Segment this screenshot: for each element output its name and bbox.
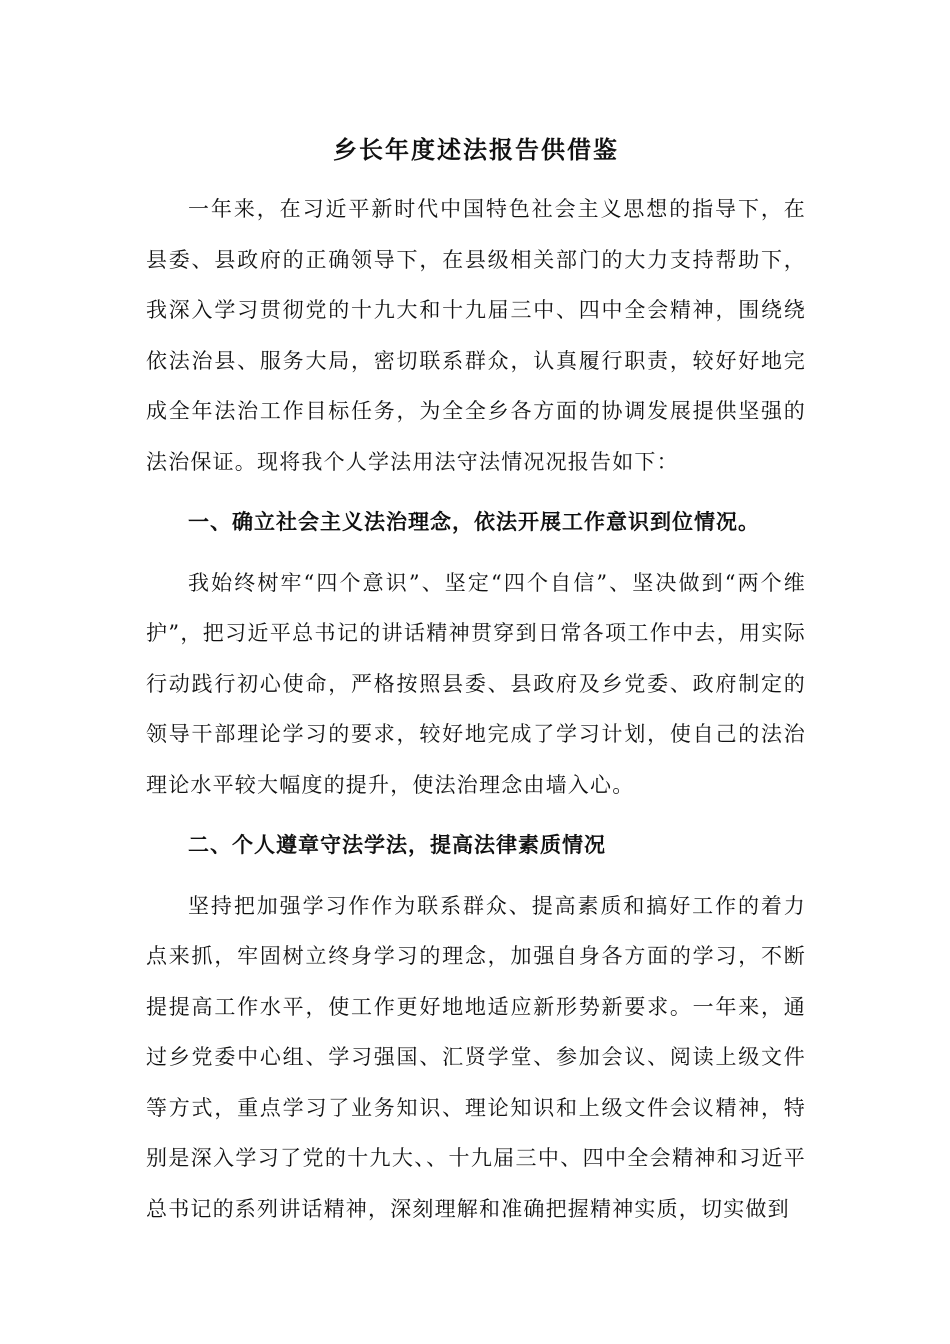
paragraph-section-2: 坚持把加强学习作作为联系群众、提高素质和搞好工作的着力点来抓，牢固树立终身学习的理念，加强自身各方面的学习，不断提提高工作水平，使工作更好地地适应新形势新要求。一年来，通过乡党委中心组、学习强国、汇贤学堂、参加会议、阅读上级文件等方式，重点学习了业务知识、理论知识和上级文件会议精神，特别是深入学习了党的十九大、、十九届三中、四中全会精神和习近平总书记的系列讲话精神，深刻理解和准确把握精神实质，切实做到 — [146, 893, 806, 1221]
section-heading-1: 一、确立社会主义法治理念，依法开展工作意识到位情况。 — [188, 509, 760, 534]
section-heading-2: 二、个人遵章守法学法，提高法律素质情况 — [188, 832, 606, 857]
document-title: 乡长年度述法报告供借鉴 — [333, 135, 619, 164]
paragraph-section-1: 我始终树牢“四个意识”、坚定“四个自信”、坚决做到“两个维护”，把习近平总书记的讲话精神贯穿到日常各项工作中去，用实际行动践行初心使命，严格按照县委、县政府及乡党委、政府制定的领导干部理论学习的要求，较好地完成了学习计划，使自己的法治理论水平较大幅度的提升，使法治理念由墙入心。 — [146, 570, 806, 797]
document-page — [146, 130, 806, 1234]
paragraph-intro: 一年来，在习近平新时代中国特色社会主义思想的指导下，在县委、县政府的正确领导下，在县级相关部门的大力支持帮助下，我深入学习贯彻党的十九大和十九届三中、四中全会精神，围绕绕依法治县、服务大局，密切联系群众，认真履行职责，较好好地完成全年法治工作目标任务，为全全乡各方面的协调发展提供坚强的法治保证。现将我个人学法用法守法情况况报告如下： — [146, 197, 806, 474]
